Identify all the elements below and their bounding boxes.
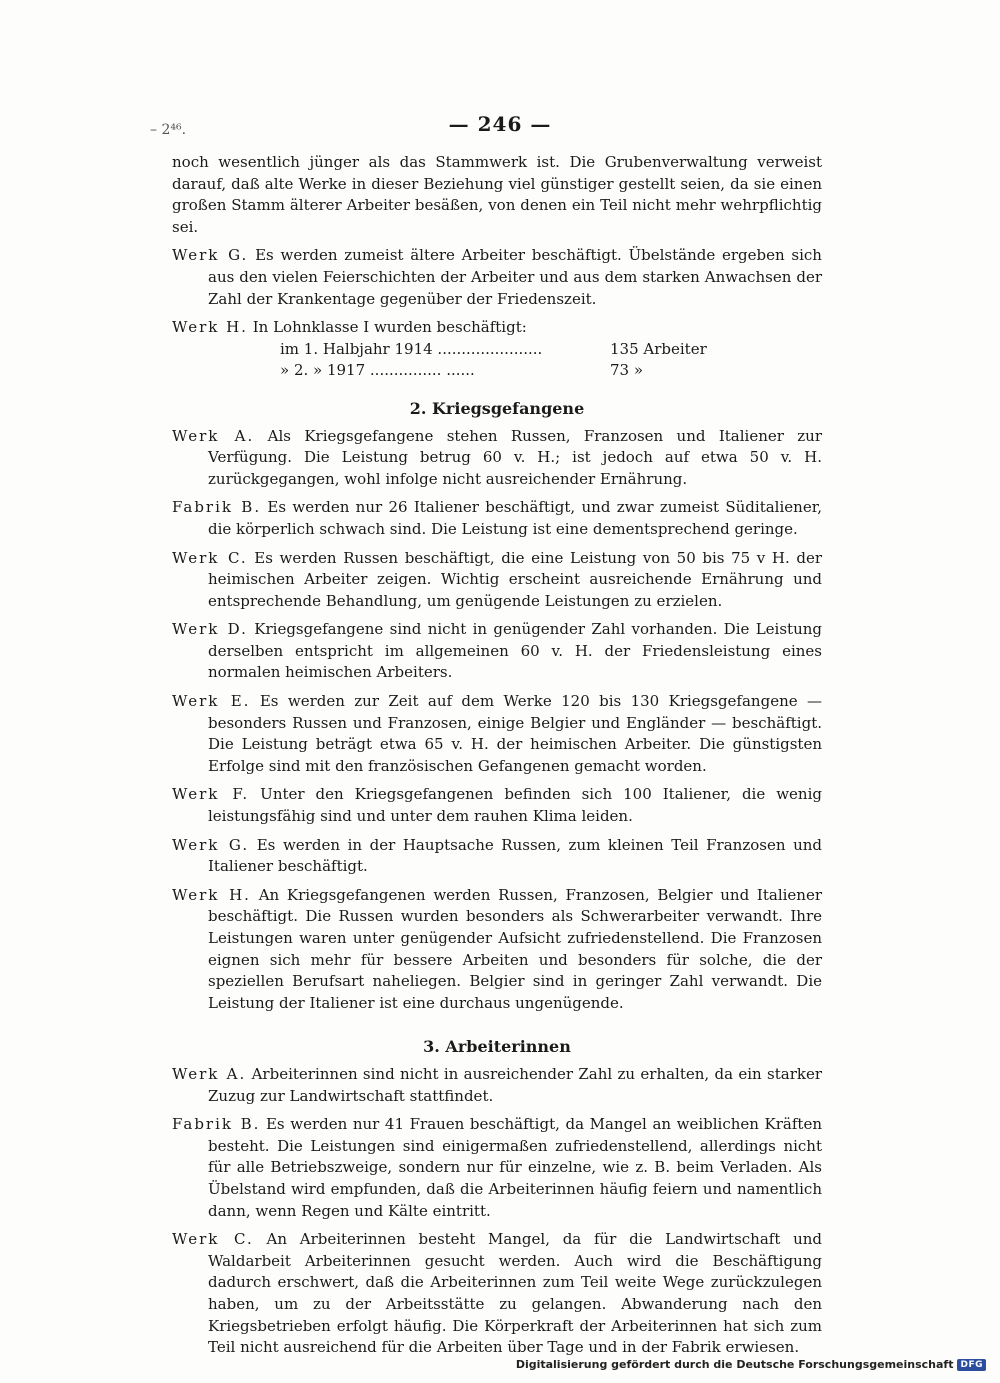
entry xyxy=(172,1114,822,1222)
entry-text: Es werden Russen beschäftigt, die eine Leistung von 50 bis 75 v H. der heimischen Arbeiter zeigen. Wichtig erscheint ausreichende Ernährung und entsprechende Behandlung, um genügende Leistungen zu erzielen. xyxy=(208,548,823,610)
section-arbeiterinnen xyxy=(172,1064,822,1359)
table-cell-label: » 2. » 1917 ............... ...... xyxy=(280,361,475,380)
entry-text: Es werden zumeist ältere Arbeiter beschäftigt. Übelstände ergeben sich aus den vielen Feierschichten der Arbeiter und aus dem starken Anwachsen der Zahl der Krankentage gegenüber der Friedenszeit. xyxy=(208,246,822,308)
body-text xyxy=(172,152,822,1359)
digitization-footer xyxy=(516,1358,986,1371)
entry-werk-h-intro xyxy=(172,317,822,339)
entry-text: An Kriegsgefangenen werden Russen, Franzosen, Belgier und Italiener beschäftigt. Die Russen wurden besonders als Schwerarbeiter verwandt. Ihre Leistungen waren unter genügender Aufsicht zufriedenstellend. Die Franzosen eignen sich mehr für bessere Arbeiten und besonders für solche, die der speziellen Berufsart naheliegen. Belgier sind in geringer Zahl verwandt. Die Leistung der Italiener ist eine durchaus ungenügende. xyxy=(208,885,822,1012)
table-row xyxy=(280,339,720,361)
table-cell-label: im 1. Halbjahr 1914 ...................... xyxy=(280,339,543,358)
entry-text: Unter den Kriegsgefangenen befinden sich 100 Italiener, die wenig leistungsfähig sind und unter dem rauhen Klima leiden. xyxy=(208,785,822,826)
continuation-paragraph: noch wesentlich jünger als das Stammwerk ist. Die Grubenverwaltung verweist darauf, daß alte Werke in dieser Beziehung viel günstiger gestellt seien, da sie einen großen Stamm älterer Arbeiter besäßen, von denen ein Teil nicht mehr wehrpflichtig sei. xyxy=(172,153,822,236)
entry-werk-g-intro xyxy=(172,245,822,310)
entry-text: Es werden zur Zeit auf dem Werke 120 bis 130 Kriegsgefangene — besonders Russen und Franzosen, einige Belgier und Engländer — beschäftigt. Die Leistung beträgt etwa 65 v. H. der heimischen Arbeiter. Die günstigsten Erfolge sind mit den französischen Gefangenen gemacht worden. xyxy=(208,692,822,775)
entry xyxy=(172,691,822,777)
entry xyxy=(172,1229,822,1359)
margin-annotation: – 2⁴⁶. xyxy=(150,122,187,138)
page-number: — 246 — xyxy=(448,112,552,136)
dfg-logo-icon: DFG xyxy=(957,1359,986,1371)
page-header xyxy=(0,112,1000,144)
table-row xyxy=(280,360,720,382)
entry xyxy=(172,548,822,613)
entry-label: Fabrik B. xyxy=(172,1115,261,1134)
entry xyxy=(172,885,822,1015)
entry-label: Werk C. xyxy=(172,548,248,567)
entry-text: Arbeiterinnen sind nicht in ausreichender Zahl zu erhalten, da ein starker Zuzug zur Landwirtschaft stattfindet. xyxy=(208,1064,823,1105)
entry-label: Werk G. xyxy=(172,835,250,854)
section-heading-arbeiterinnen: 3. Arbeiterinnen xyxy=(423,1037,571,1057)
section-kriegsgefangene xyxy=(172,426,822,1015)
section-heading-kriegsgefangene: 2. Kriegsgefangene xyxy=(409,398,585,418)
entry-text: An Arbeiterinnen besteht Mangel, da für die Landwirtschaft und Waldarbeit Arbeiterinnen gesucht werden. Auch wird die Beschäftigung dadurch erschwert, daß die Arbeiterinnen zum Teil weite Wege zurückzulegen haben, um zu der Arbeitsstätte zu gelangen. Abwanderung nach den Kriegsbetrieben erfolgt häufig. Die Körperkraft der Arbeiterinnen hat sich zum Teil nicht ausreichend für die Arbeiten über Tage und in der Fabrik erwiesen. xyxy=(208,1230,823,1357)
entry-label: Werk H. xyxy=(172,885,251,904)
entry-label: Fabrik B. xyxy=(172,498,262,517)
entry-label: Werk F. xyxy=(172,785,250,804)
entry-text: Es werden nur 26 Italiener beschäftigt, und zwar zumeist Süditaliener, die körperlich schwach sind. Die Leistung ist eine dementsprechend geringe. xyxy=(208,498,822,538)
entry-text: In Lohnklasse I wurden beschäftigt: xyxy=(252,318,527,337)
entry-text: Als Kriegsgefangene stehen Russen, Franzosen und Italiener zur Verfügung. Die Leistung betrug 60 v. H.; ist jedoch auf etwa 50 v. H. zurückgegangen, wohl infolge nicht ausreichender Ernährung. xyxy=(208,426,822,488)
entry-label: Werk D. xyxy=(172,620,248,639)
entry-text: Kriegsgefangene sind nicht in genügender Zahl vorhanden. Die Leistung derselben entspricht im allgemeinen 60 v. H. der Friedensleistung eines normalen heimischen Arbeiters. xyxy=(208,620,822,682)
entry-text: Es werden in der Hauptsache Russen, zum kleinen Teil Franzosen und Italiener beschäftigt. xyxy=(208,835,822,876)
entry xyxy=(172,784,822,827)
wage-class-table xyxy=(280,339,720,382)
entry-label: Werk A. xyxy=(172,426,255,445)
entry-label: Werk A. xyxy=(172,1064,247,1083)
entry xyxy=(172,426,822,491)
table-cell-value: 73 » xyxy=(610,361,644,380)
footer-credit: Digitalisierung gefördert durch die Deutsche Forschungsgemeinschaft xyxy=(515,1358,954,1371)
entry-label: Werk H. xyxy=(172,318,248,337)
entry-label: Werk G. xyxy=(172,246,249,265)
entry-text: Es werden nur 41 Frauen beschäftigt, da Mangel an weiblichen Kräften besteht. Die Leistungen sind einigermaßen zufriedenstellend, allerdings nicht für alle Betriebszweige, sondern nur für einzelne, wie z. B. beim Verladen. Als Übelstand wird empfunden, daß die Arbeiterinnen häufig feiern und namentlich dann, wenn Regen und Kälte eintritt. xyxy=(208,1115,822,1220)
entry xyxy=(172,619,822,684)
table-cell-value: 135 Arbeiter xyxy=(610,339,707,358)
entry-label: Werk C. xyxy=(172,1230,254,1249)
entry xyxy=(172,1064,822,1107)
entry-label: Werk E. xyxy=(172,692,251,711)
entry xyxy=(172,835,822,878)
entry xyxy=(172,497,822,540)
